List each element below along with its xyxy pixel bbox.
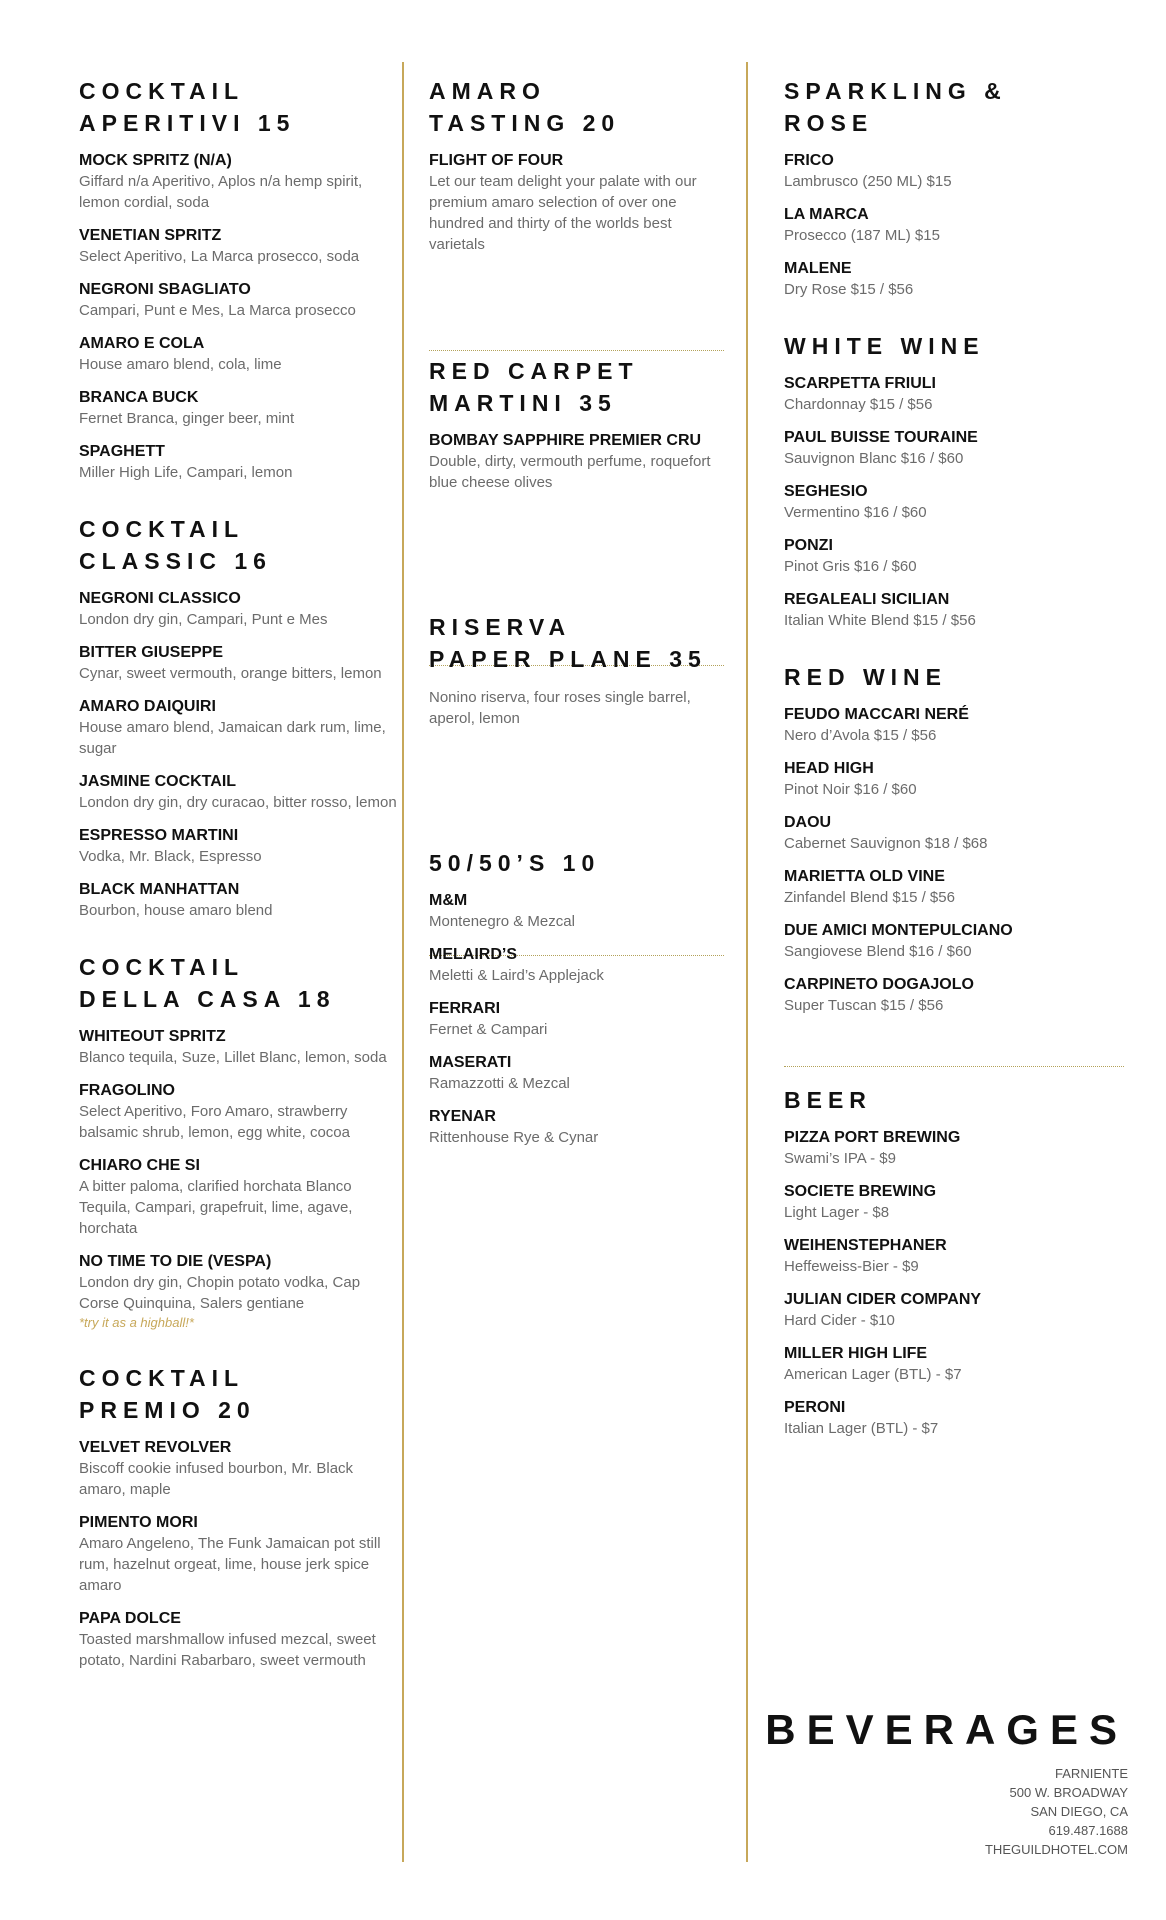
menu-item (79, 442, 399, 483)
section-title (429, 847, 729, 879)
venue-address (985, 1764, 1128, 1859)
item-description: Rittenhouse Rye & Cynar (429, 1129, 599, 1146)
section-title-line: COCKTAIL (79, 1365, 245, 1391)
item-note: *try it as a highball!* (79, 1315, 194, 1330)
section-title (429, 75, 729, 139)
section-title-line: AMARO (429, 78, 546, 104)
menu-item (784, 259, 1124, 300)
section-title (429, 611, 729, 675)
menu-item (429, 687, 729, 729)
section-title-line: ROSE (784, 110, 874, 136)
menu-item (79, 589, 399, 630)
menu-section (429, 611, 729, 729)
menu-item (429, 151, 729, 255)
menu-item (429, 999, 729, 1040)
menu-column-cocktails (79, 75, 399, 1684)
item-description: Heffeweiss-Bier - $9 (784, 1258, 919, 1275)
item-name: AMARO E COLA (79, 335, 205, 352)
item-description: Lambrusco (250 ML) $15 (784, 173, 952, 190)
item-name: PAUL BUISSE TOURAINE (784, 429, 978, 446)
item-name: JASMINE COCKTAIL (79, 773, 237, 790)
item-name: MALENE (784, 260, 852, 277)
section-title-line: RISERVA (429, 614, 572, 640)
item-name: FERRARI (429, 1000, 501, 1017)
item-description: Vermentino $16 / $60 (784, 504, 927, 521)
item-description: Italian Lager (BTL) - $7 (784, 1420, 939, 1437)
item-name: LA MARCA (784, 206, 869, 223)
menu-section (79, 951, 399, 1332)
menu-item (429, 431, 729, 493)
item-description: Let our team delight your palate with our premium amaro selection of over one hundred and thirty of the worlds best varietals (429, 173, 697, 253)
item-name: FLIGHT OF FOUR (429, 152, 564, 169)
section-title-line: COCKTAIL (79, 954, 245, 980)
city-state: SAN DIEGO, CA (1030, 1804, 1128, 1819)
item-description: Select Aperitivo, La Marca prosecco, soda (79, 248, 360, 265)
item-description: London dry gin, Chopin potato vodka, Cap Corse Quinquina, Salers gentiane (79, 1274, 361, 1312)
item-description: House amaro blend, Jamaican dark rum, lime, sugar (79, 719, 386, 757)
menu-section (429, 75, 729, 255)
menu-item (79, 697, 399, 759)
item-name: PERONI (784, 1399, 846, 1416)
item-description: Bourbon, house amaro blend (79, 902, 273, 919)
item-description: Campari, Punt e Mes, La Marca prosecco (79, 302, 356, 319)
item-name: WHITEOUT SPRITZ (79, 1028, 226, 1045)
item-name: PAPA DOLCE (79, 1610, 181, 1627)
section-title (79, 75, 399, 139)
item-name: MOCK SPRITZ (N/A) (79, 152, 232, 169)
item-description: Italian White Blend $15 / $56 (784, 612, 976, 629)
menu-section (784, 661, 1124, 1016)
item-name: PIMENTO MORI (79, 1514, 198, 1531)
item-name: BITTER GIUSEPPE (79, 644, 224, 661)
item-name: WEIHENSTEPHANER (784, 1237, 947, 1254)
item-name: FEUDO MACCARI NERÉ (784, 706, 969, 723)
item-name: MASERATI (429, 1054, 512, 1071)
item-description: London dry gin, dry curacao, bitter rosso, lemon (79, 794, 397, 811)
menu-item (79, 151, 399, 213)
menu-item (784, 921, 1124, 962)
menu-section (784, 1084, 1124, 1439)
item-name: VELVET REVOLVER (79, 1439, 232, 1456)
item-name: BLACK MANHATTAN (79, 881, 240, 898)
item-description: Chardonnay $15 / $56 (784, 396, 933, 413)
menu-item (784, 1128, 1124, 1169)
item-name: BOMBAY SAPPHIRE PREMIER CRU (429, 432, 702, 449)
item-name: SPAGHETT (79, 443, 165, 460)
menu-item (784, 1236, 1124, 1277)
menu-item (784, 151, 1124, 192)
section-title-line: SPARKLING & (784, 78, 1007, 104)
menu-column-specials (429, 75, 729, 1161)
menu-item (79, 334, 399, 375)
menu-section (79, 513, 399, 921)
menu-item (79, 388, 399, 429)
menu-item (79, 772, 399, 813)
menu-item (784, 867, 1124, 908)
menu-item (784, 374, 1124, 415)
venue-name: FARNIENTE (1055, 1766, 1128, 1781)
item-description: Prosecco (187 ML) $15 (784, 227, 940, 244)
menu-item (79, 880, 399, 921)
section-title-line: MARTINI 35 (429, 390, 617, 416)
website-link[interactable]: THEGUILDHOTEL.COM (984, 1842, 1128, 1857)
item-name: CARPINETO DOGAJOLO (784, 976, 974, 993)
item-description: Sauvignon Blanc $16 / $60 (784, 450, 964, 467)
menu-item (784, 705, 1124, 746)
item-description: Sangiovese Blend $16 / $60 (784, 943, 972, 960)
item-description: Zinfandel Blend $15 / $56 (784, 889, 955, 906)
item-name: FRAGOLINO (79, 1082, 175, 1099)
item-name: REGALEALI SICILIAN (784, 591, 950, 608)
section-title-line: DELLA CASA 18 (79, 986, 336, 1012)
column-divider-left (402, 62, 404, 1862)
menu-section (79, 1362, 399, 1671)
menu-item (79, 1513, 399, 1596)
menu-item (784, 813, 1124, 854)
item-description: Meletti & Laird’s Applejack (429, 967, 604, 984)
column-divider-right (746, 62, 748, 1862)
menu-item (784, 1398, 1124, 1439)
menu-item (784, 1182, 1124, 1223)
section-title (79, 951, 399, 1015)
menu-item (79, 280, 399, 321)
item-description: Hard Cider - $10 (784, 1312, 895, 1329)
section-title-line: COCKTAIL (79, 516, 245, 542)
menu-column-wine-beer (784, 75, 1124, 1452)
item-description: Cabernet Sauvignon $18 / $68 (784, 835, 988, 852)
section-title-line: RED WINE (784, 664, 947, 690)
item-description: Cynar, sweet vermouth, orange bitters, lemon (79, 665, 382, 682)
section-title (79, 1362, 399, 1426)
item-description: Swami’s IPA - $9 (784, 1150, 896, 1167)
menu-section (429, 847, 729, 1148)
menu-item (79, 1438, 399, 1500)
item-name: DUE AMICI MONTEPULCIANO (784, 922, 1013, 939)
menu-section (429, 355, 729, 493)
section-title (784, 661, 1124, 693)
item-name: SOCIETE BREWING (784, 1183, 937, 1200)
section-title-line: PAPER PLANE 35 (429, 646, 707, 672)
menu-item (79, 1027, 399, 1068)
menu-item (784, 536, 1124, 577)
item-name: PIZZA PORT BREWING (784, 1129, 961, 1146)
section-title-line: RED CARPET (429, 358, 639, 384)
item-name: NEGRONI SBAGLIATO (79, 281, 251, 298)
section-title (79, 513, 399, 577)
section-title (784, 1084, 1124, 1116)
menu-item (784, 1290, 1124, 1331)
phone-number[interactable]: 619.487.1688 (1048, 1823, 1128, 1838)
menu-item (429, 945, 729, 986)
item-name: SEGHESIO (784, 483, 868, 500)
item-name: RYENAR (429, 1108, 496, 1125)
item-description: Dry Rose $15 / $56 (784, 281, 914, 298)
menu-item (784, 428, 1124, 469)
item-name: MELAIRD’S (429, 946, 517, 963)
item-name: CHIARO CHE SI (79, 1157, 200, 1174)
item-description: Blanco tequila, Suze, Lillet Blanc, lemon, soda (79, 1049, 387, 1066)
section-title-line: TASTING 20 (429, 110, 621, 136)
section-title (784, 330, 1124, 362)
section-title-line: COCKTAIL (79, 78, 245, 104)
item-description: Pinot Gris $16 / $60 (784, 558, 917, 575)
item-description: Super Tuscan $15 / $56 (784, 997, 944, 1014)
item-description: Toasted marshmallow infused mezcal, sweet potato, Nardini Rabarbaro, sweet vermouth (79, 1631, 376, 1669)
item-description: Fernet Branca, ginger beer, mint (79, 410, 295, 427)
menu-item (784, 1344, 1124, 1385)
item-description: Nero d’Avola $15 / $56 (784, 727, 937, 744)
section-title-line: PREMIO 20 (79, 1397, 256, 1423)
item-description: American Lager (BTL) - $7 (784, 1366, 962, 1383)
menu-item (429, 891, 729, 932)
item-description: Giffard n/a Aperitivo, Aplos n/a hemp spirit, lemon cordial, soda (79, 173, 363, 211)
menu-section (79, 75, 399, 483)
item-description: Ramazzotti & Mezcal (429, 1075, 570, 1092)
menu-item (429, 1107, 729, 1148)
menu-item (784, 975, 1124, 1016)
section-title-line: CLASSIC 16 (79, 548, 272, 574)
section-title-line: 50/50’S 10 (429, 850, 601, 876)
item-description: Miller High Life, Campari, lemon (79, 464, 293, 481)
item-name: SCARPETTA FRIULI (784, 375, 936, 392)
menu-item (784, 205, 1124, 246)
item-description: Pinot Noir $16 / $60 (784, 781, 917, 798)
item-description: Light Lager - $8 (784, 1204, 890, 1221)
menu-item (79, 1156, 399, 1239)
item-name: ESPRESSO MARTINI (79, 827, 239, 844)
section-title-line: APERITIVI 15 (79, 110, 296, 136)
page-title: BEVERAGES (765, 1706, 1128, 1753)
item-name: M&M (429, 892, 468, 909)
menu-item (79, 826, 399, 867)
item-name: HEAD HIGH (784, 760, 874, 777)
item-name: PONZI (784, 537, 833, 554)
menu-item (784, 590, 1124, 631)
item-description: London dry gin, Campari, Punt e Mes (79, 611, 328, 628)
item-name: DAOU (784, 814, 832, 831)
menu-item (79, 1252, 399, 1332)
section-title-line: WHITE WINE (784, 333, 985, 359)
menu-item (784, 482, 1124, 523)
menu-item (429, 1053, 729, 1094)
item-description: Biscoff cookie infused bourbon, Mr. Black amaro, maple (79, 1460, 354, 1498)
menu-item (79, 643, 399, 684)
item-description: Fernet & Campari (429, 1021, 548, 1038)
section-title (429, 355, 729, 419)
menu-item (79, 226, 399, 267)
item-description: House amaro blend, cola, lime (79, 356, 282, 373)
item-name: AMARO DAIQUIRI (79, 698, 216, 715)
item-description: Vodka, Mr. Black, Espresso (79, 848, 262, 865)
item-name: FRICO (784, 152, 834, 169)
section-title-line: BEER (784, 1087, 872, 1113)
item-description: A bitter paloma, clarified horchata Blanco Tequila, Campari, grapefruit, lime, agave, horchata (79, 1178, 353, 1237)
item-description: Double, dirty, vermouth perfume, roquefort blue cheese olives (429, 453, 711, 491)
section-title (784, 75, 1124, 139)
item-description: Amaro Angeleno, The Funk Jamaican pot still rum, hazelnut orgeat, lime, house jerk spice amaro (79, 1535, 381, 1594)
menu-item (784, 759, 1124, 800)
item-name: VENETIAN SPRITZ (79, 227, 222, 244)
item-description: Montenegro & Mezcal (429, 913, 575, 930)
menu-item (79, 1081, 399, 1143)
item-name: JULIAN CIDER COMPANY (784, 1291, 982, 1308)
item-name: NO TIME TO DIE (VESPA) (79, 1253, 272, 1270)
street-address: 500 W. BROADWAY (1009, 1785, 1128, 1800)
menu-item (79, 1609, 399, 1671)
item-name: BRANCA BUCK (79, 389, 199, 406)
menu-section (784, 75, 1124, 300)
item-name: MILLER HIGH LIFE (784, 1345, 928, 1362)
item-name: MARIETTA OLD VINE (784, 868, 945, 885)
item-name: NEGRONI CLASSICO (79, 590, 241, 607)
menu-section (784, 330, 1124, 631)
item-description: Select Aperitivo, Foro Amaro, strawberry balsamic shrub, lemon, egg white, cocoa (79, 1103, 350, 1141)
item-description: Nonino riserva, four roses single barrel, aperol, lemon (429, 689, 691, 727)
